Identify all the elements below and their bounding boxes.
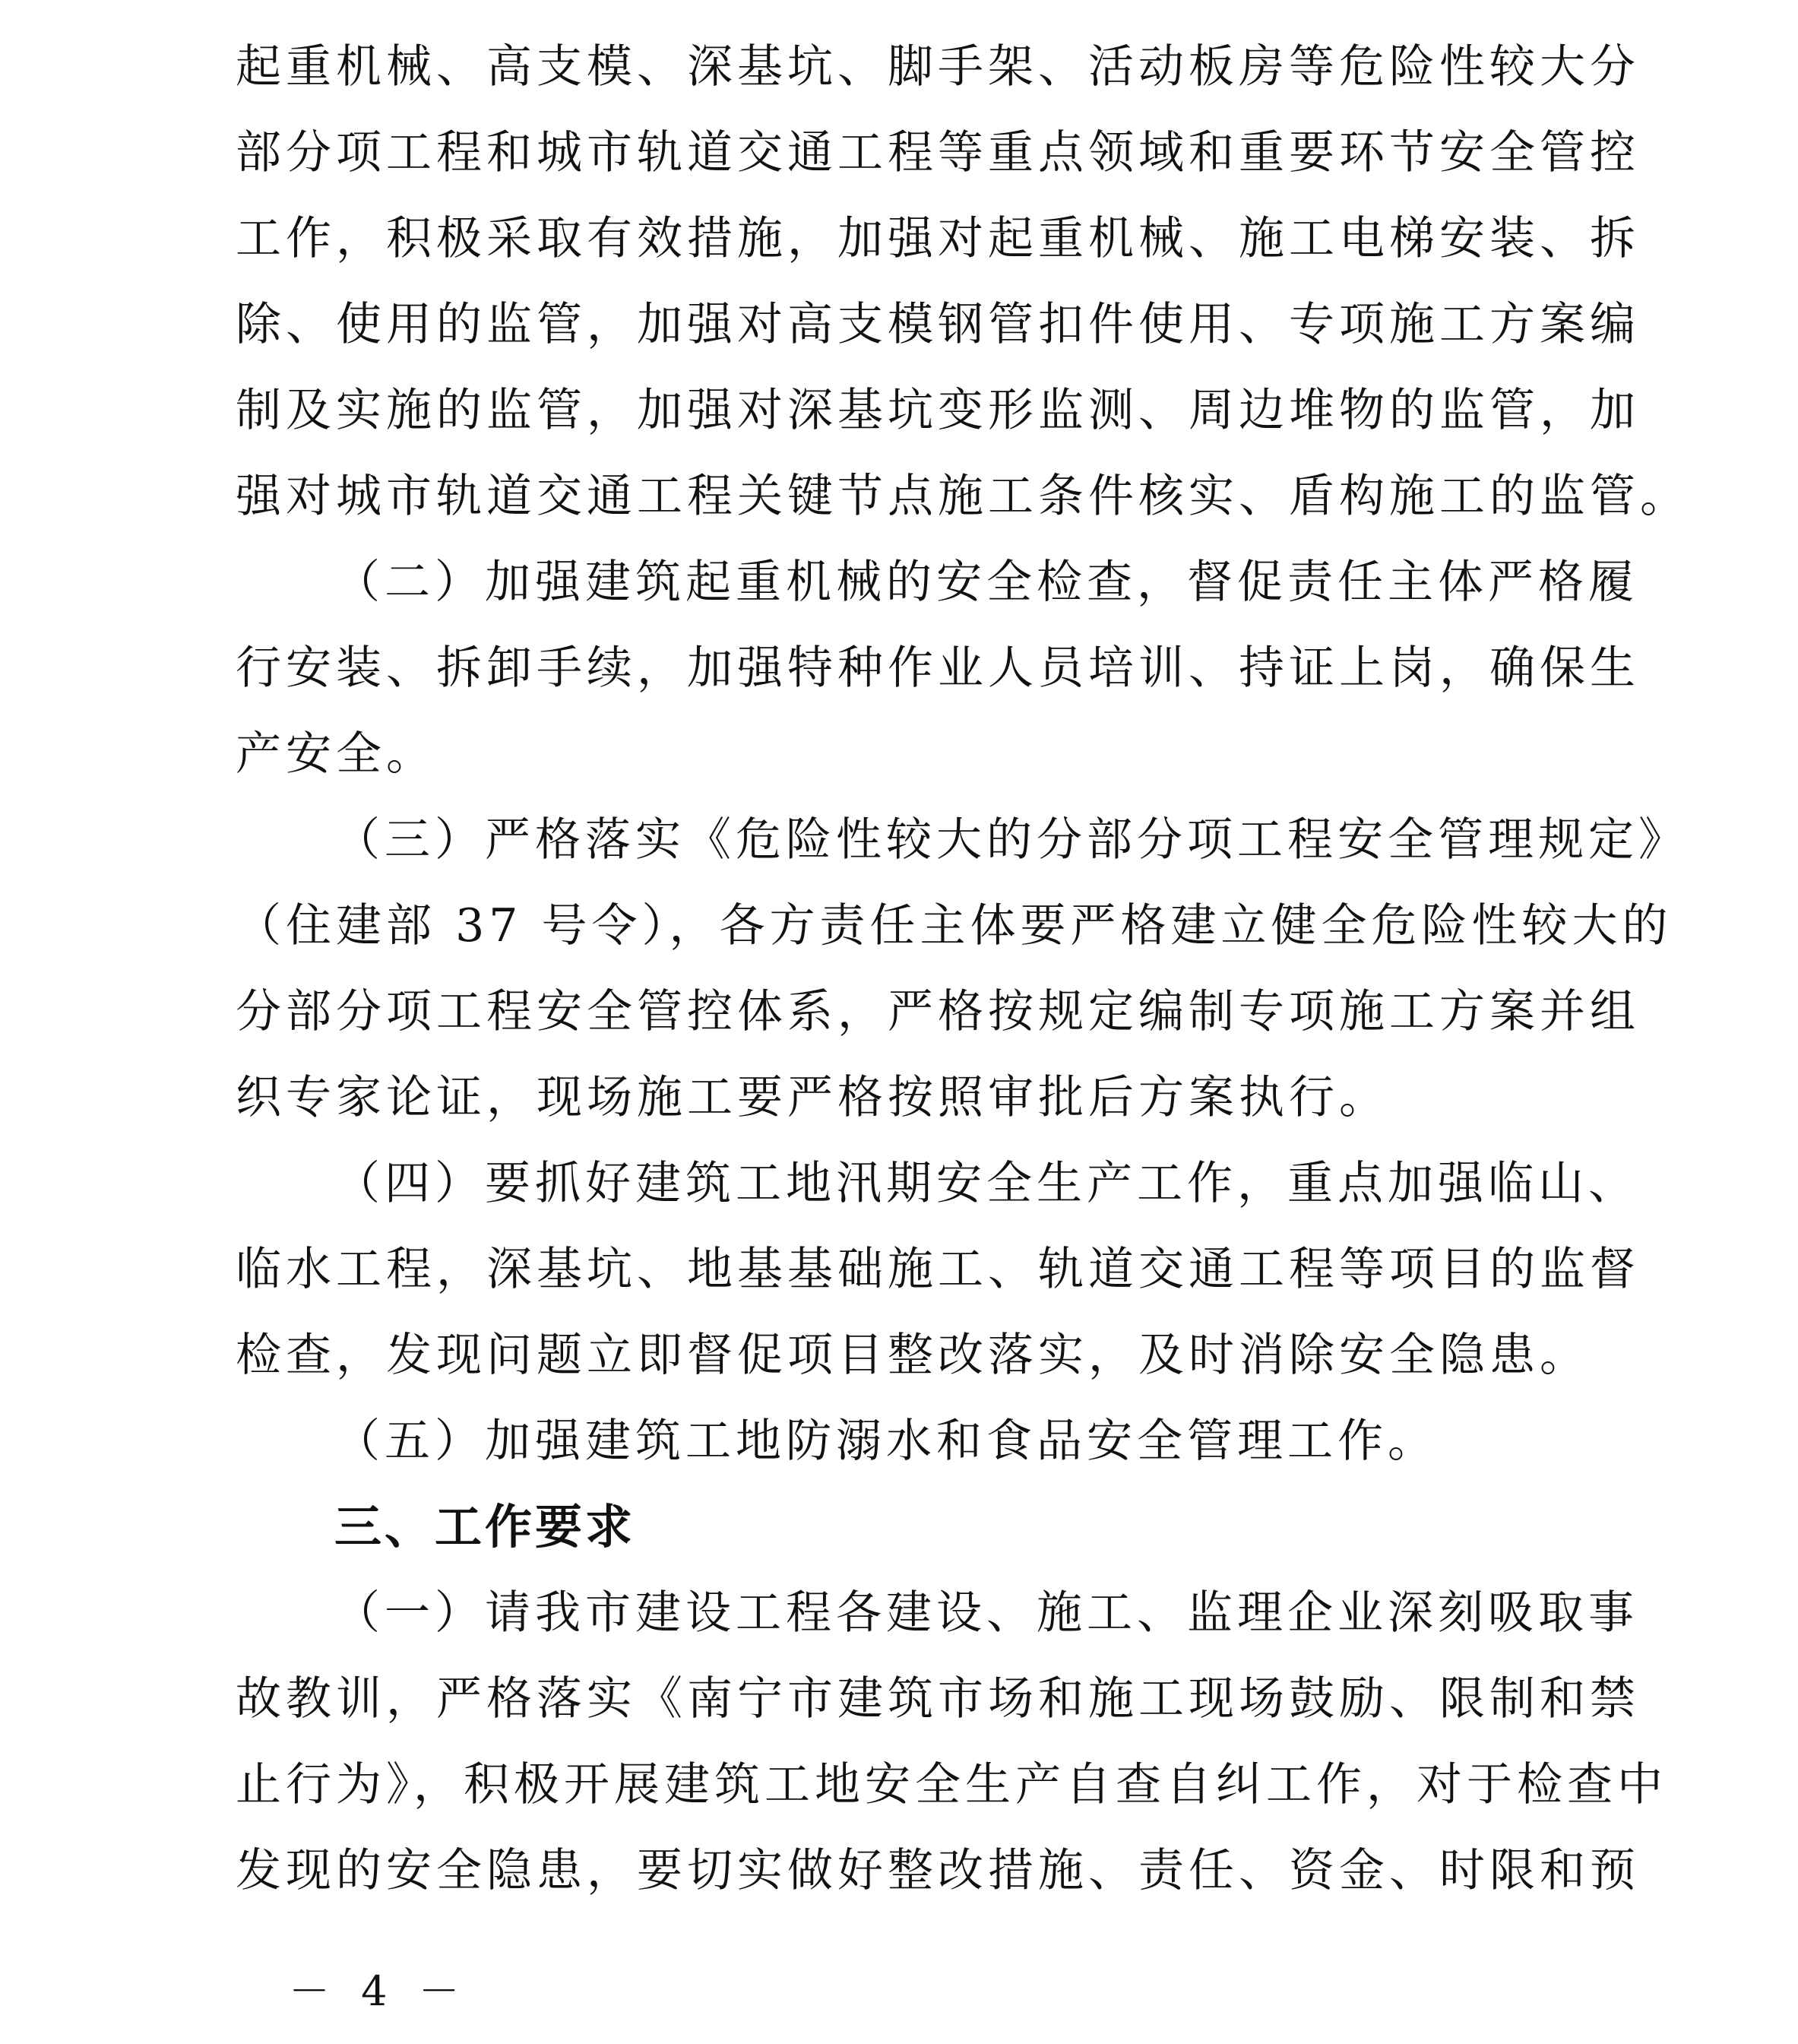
text-line: 检查，发现问题立即督促项目整改落实，及时消除安全隐患。 (236, 1329, 1590, 1382)
paragraph-2-start: （二）加强建筑起重机械的安全检查，督促责任主体严格履 (334, 556, 1638, 609)
text-line: 产安全。 (236, 727, 436, 781)
text-line: 强对城市轨道交通工程关键节点施工条件核实、盾构施工的监管。 (236, 470, 1690, 523)
text-line: 发现的安全隐患，要切实做好整改措施、责任、资金、时限和预 (236, 1844, 1640, 1897)
page-number: － 4 － (289, 1967, 469, 2015)
text-line: 制及实施的监管，加强对深基坑变形监测、周边堆物的监管，加 (236, 384, 1640, 437)
text-line: 分部分项工程安全管控体系，严格按规定编制专项施工方案并组 (236, 985, 1640, 1038)
text-line: （住建部 37 号令），各方责任主体要严格建立健全危险性较大的 (236, 899, 1673, 952)
text-line: 除、使用的监管，加强对高支模钢管扣件使用、专项施工方案编 (236, 298, 1640, 351)
text-line: 行安装、拆卸手续，加强特种作业人员培训、持证上岗，确保生 (236, 642, 1640, 695)
text-line: 起重机械、高支模、深基坑、脚手架、活动板房等危险性较大分 (236, 40, 1640, 93)
paragraph-5: （五）加强建筑工地防溺水和食品安全管理工作。 (334, 1415, 1438, 1468)
paragraph-3-start: （三）严格落实《危险性较大的分部分项工程安全管理规定》 (334, 813, 1689, 867)
text-line: 故教训，严格落实《南宁市建筑市场和施工现场鼓励、限制和禁 (236, 1672, 1640, 1726)
paragraph-6-start: （一）请我市建设工程各建设、施工、监理企业深刻吸取事 (334, 1586, 1638, 1640)
paragraph-4-start: （四）要抓好建筑工地汛期安全生产工作，重点加强临山、 (334, 1157, 1638, 1210)
text-line: 止行为》，积极开展建筑工地安全生产自查自纠工作，对于检查中 (236, 1758, 1667, 1811)
text-line: 织专家论证，现场施工要严格按照审批后方案执行。 (236, 1071, 1389, 1124)
section-heading: 三、工作要求 (334, 1499, 636, 1554)
text-line: 工作，积极采取有效措施，加强对起重机械、施工电梯安装、拆 (236, 212, 1640, 265)
text-line: 部分项工程和城市轨道交通工程等重点领域和重要环节安全管控 (236, 126, 1640, 179)
text-line: 临水工程，深基坑、地基基础施工、轨道交通工程等项目的监督 (236, 1243, 1640, 1296)
